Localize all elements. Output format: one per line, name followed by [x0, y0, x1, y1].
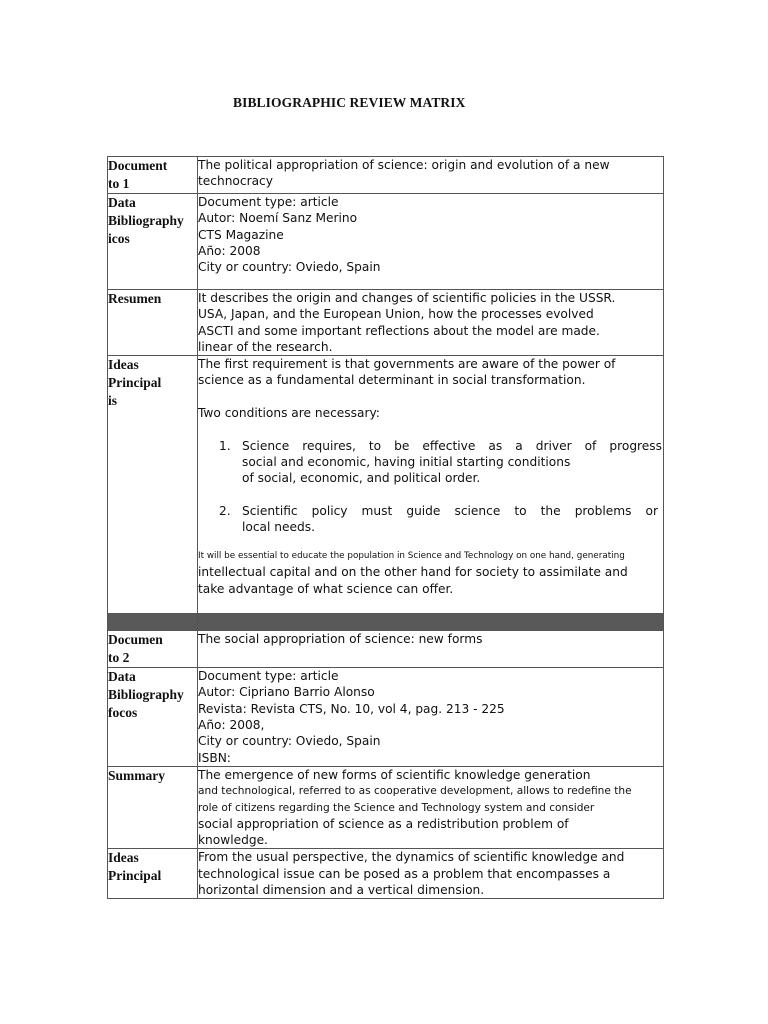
list-number: 2.: [219, 503, 231, 518]
text-line: knowledge.: [198, 833, 268, 848]
text-line: and technological, referred to as cooperative development, allows to redefine the: [198, 785, 632, 798]
table-row: [108, 157, 664, 194]
table-row: [108, 290, 664, 356]
text-line: From the usual perspective, the dynamics of scientific knowledge and: [198, 850, 625, 865]
text-line: Science requires, to be effective as a driver of progress: [242, 438, 662, 453]
text-line: intellectual capital and on the other hand for society to assimilate and: [198, 565, 628, 580]
document-2-summary: [198, 766, 664, 848]
label-line: Document: [108, 158, 168, 173]
table-row: [108, 194, 664, 290]
text-line: linear of the research.: [198, 339, 333, 354]
row-label-ideas-1: [108, 356, 198, 614]
label-line: Principal: [108, 375, 162, 391]
separator-cell: [198, 614, 664, 631]
row-label-summary-1: [108, 290, 198, 356]
spacer: [198, 389, 663, 405]
review-matrix-table: [107, 156, 664, 899]
row-label-data-1: [108, 194, 198, 290]
document-2-main-ideas: [198, 849, 664, 899]
row-label-document-1: [108, 157, 198, 194]
label-line: Ideas: [108, 357, 139, 373]
text-line: USA, Japan, and the European Union, how the processes evolved: [198, 307, 594, 322]
text-line: CTS Magazine: [198, 227, 284, 242]
text-line: science as a fundamental determinant in social transformation.: [198, 373, 586, 388]
label-line: Principal: [108, 868, 162, 884]
list-number: 1.: [219, 438, 231, 453]
row-label-data-2: [108, 668, 198, 767]
document-1-title: [198, 157, 664, 194]
table-row: [108, 631, 664, 668]
text-line: City or country: Oviedo, Spain: [198, 260, 381, 275]
text-line: Año: 2008: [198, 243, 261, 258]
text-line: role of citizens regarding the Science and Technology system and consider: [198, 801, 595, 814]
text-line: take advantage of what science can offer.: [198, 581, 454, 596]
text-line: technological issue can be posed as a problem that encompasses a: [198, 866, 611, 881]
row-label-document-2: [108, 631, 198, 668]
section-separator-row: [108, 614, 664, 631]
text-line: Autor: Noemí Sanz Merino: [198, 211, 358, 226]
label-line: Bibliography: [108, 213, 184, 228]
document-2-title: [198, 631, 664, 668]
label-line: Resumen: [108, 291, 162, 306]
document-1-main-ideas: [198, 356, 664, 614]
text-line: social appropriation of science as a redistribution problem of: [198, 816, 569, 831]
text-line: The political appropriation of science: origin and evolution of a new: [198, 158, 610, 172]
text-line: ASCTI and some important reflections about the model are made.: [198, 323, 600, 338]
table-row: [108, 766, 664, 848]
text-line: It will be essential to educate the population in Science and Technology on one hand, generating: [198, 551, 625, 562]
list-item-text: [242, 503, 663, 536]
page-title: BIBLIOGRAPHIC REVIEW MATRIX: [233, 95, 466, 110]
text-line: of social, economic, and political order.: [242, 471, 481, 486]
spacer: [198, 535, 663, 548]
text-line: horizontal dimension and a vertical dimension.: [198, 883, 485, 898]
text-line: City or country: Oviedo, Spain: [198, 734, 381, 749]
text-line: Document type: article: [198, 195, 339, 209]
table-row: [108, 668, 664, 767]
text-line: It describes the origin and changes of scientific policies in the USSR.: [198, 291, 616, 305]
text-line: The emergence of new forms of scientific knowledge generation: [198, 767, 591, 782]
label-line: is: [108, 393, 118, 409]
text-line: technocracy: [198, 174, 273, 189]
text-line: ISBN:: [198, 750, 231, 765]
text-line: social and economic, having initial starting conditions: [242, 454, 571, 469]
label-line: to 2: [108, 650, 130, 666]
text-line: Two conditions are necessary:: [198, 406, 380, 421]
list-item-text: [242, 438, 663, 487]
document-1-bibliographic-data: [198, 194, 664, 290]
text-line: The social appropriation of science: new forms: [198, 632, 483, 647]
label-line: Data: [108, 669, 136, 685]
label-line: Summary: [108, 767, 165, 783]
text-line: Revista: Revista CTS, No. 10, vol 4, pag. 213 - 225: [198, 701, 505, 716]
text-line: Autor: Cipriano Barrio Alonso: [198, 685, 375, 700]
text-line: The first requirement is that governments are aware of the power of: [198, 357, 616, 372]
separator-cell: [108, 614, 198, 631]
text-line: Scientific policy must guide science to the problems or: [242, 503, 658, 518]
text-line: Document type: article: [198, 669, 339, 684]
label-line: Data: [108, 195, 136, 210]
row-label-summary-2: [108, 766, 198, 848]
table-row: [108, 356, 664, 614]
row-label-ideas-2: [108, 849, 198, 899]
table-row: [108, 849, 664, 899]
label-line: icos: [108, 231, 130, 246]
label-line: Ideas: [108, 850, 139, 866]
label-line: Documen: [108, 632, 163, 648]
document-2-bibliographic-data: [198, 668, 664, 767]
text-line: Año: 2008,: [198, 718, 265, 733]
label-line: focos: [108, 705, 138, 721]
spacer: [198, 421, 663, 437]
list-item: [219, 438, 663, 487]
list-item: [219, 503, 663, 536]
label-line: to 1: [108, 176, 130, 191]
document-1-summary: [198, 290, 664, 356]
label-line: Bibliography: [108, 687, 184, 703]
text-line: local needs.: [242, 520, 315, 535]
spacer: [198, 487, 663, 503]
